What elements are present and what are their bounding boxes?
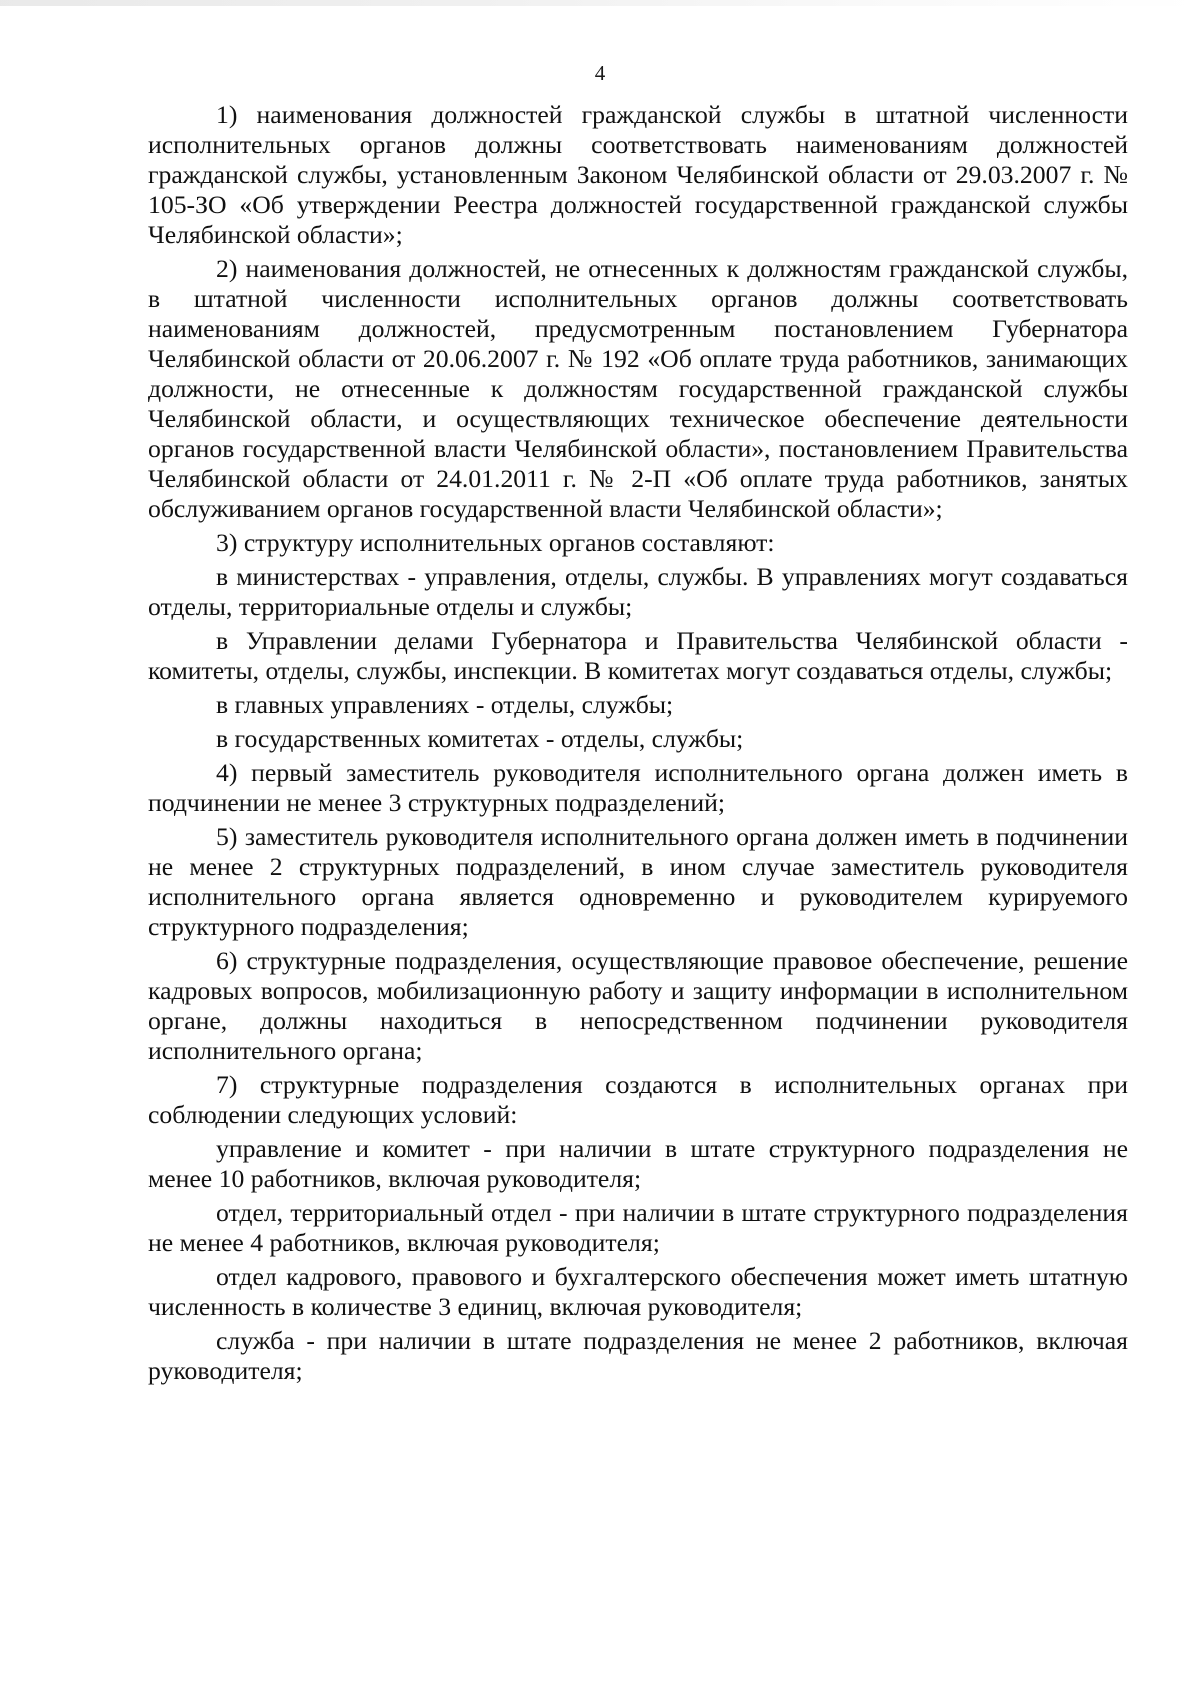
paragraph-service: служба - при наличии в штате подразделения не менее 2 работников, включая руководителя; — [148, 1326, 1128, 1385]
paragraph-directorate-committee: управление и комитет - при наличии в штате структурного подразделения не менее 10 работников, включая руководителя; — [148, 1134, 1128, 1193]
paragraph-main-directorates: в главных управлениях - отделы, службы; — [216, 690, 674, 719]
document-body — [148, 100, 1128, 1390]
paragraph-governor-office: в Управлении делами Губернатора и Правительства Челябинской области - комитеты, отделы, службы, инспекции. В комитетах могут создаваться отделы, службы; — [148, 626, 1128, 685]
paragraph-item-1: 1) наименования должностей гражданской службы в штатной численности исполнительных органов должны соответствовать наименованиям должностей гражданской службы, установленным Законом Челябинской области от 29.03.2007 г. № 105-ЗО «Об утверждении Реестра должностей государственной гражданской службы Челябинской области»; — [148, 100, 1128, 249]
paragraph-item-3: 3) структуру исполнительных органов составляют: — [216, 528, 775, 557]
paragraph-state-committees: в государственных комитетах - отделы, службы; — [216, 724, 744, 753]
paragraph-department: отдел, территориальный отдел - при наличии в штате структурного подразделения не менее 4 работников, включая руководителя; — [148, 1198, 1128, 1257]
page-number: 4 — [594, 61, 606, 85]
paragraph-item-5: 5) заместитель руководителя исполнительного органа должен иметь в подчинении не менее 2 структурных подразделений, в ином случае заместитель руководителя исполнительного органа является одновременно и руководителем курируемого структурного подразделения; — [148, 822, 1128, 941]
paragraph-item-7: 7) структурные подразделения создаются в исполнительных органах при соблюдении следующих условий: — [148, 1070, 1128, 1129]
paragraph-ministries: в министерствах - управления, отделы, службы. В управлениях могут создаваться отделы, территориальные отделы и службы; — [148, 562, 1128, 621]
paragraph-item-6: 6) структурные подразделения, осуществляющие правовое обеспечение, решение кадровых вопросов, мобилизационную работу и защиту информации в исполнительном органе, должны находиться в непосредственном подчинении руководителя исполнительного органа; — [148, 946, 1128, 1065]
paragraph-item-2: 2) наименования должностей, не отнесенных к должностям гражданской службы, в штатной численности исполнительных органов должны соответствовать наименованиям должностей, предусмотренным постановлением Губернатора Челябинской области от 20.06.2007 г. № 192 «Об оплате труда работников, занимающих должности, не отнесенные к должностям государственной гражданской службы Челябинской области, и осуществляющих техническое обеспечение деятельности органов государственной власти Челябинской области», постановлением Правительства Челябинской области от 24.01.2011 г. № 2-П «Об оплате труда работников, занятых обслуживанием органов государственной власти Челябинской области»; — [148, 254, 1128, 523]
paragraph-hr-legal-accounting: отдел кадрового, правового и бухгалтерского обеспечения может иметь штатную численность в количестве 3 единиц, включая руководителя; — [148, 1262, 1128, 1321]
scan-edge-shadow — [0, 0, 1200, 6]
paragraph-item-4: 4) первый заместитель руководителя исполнительного органа должен иметь в подчинении не менее 3 структурных подразделений; — [148, 758, 1128, 817]
